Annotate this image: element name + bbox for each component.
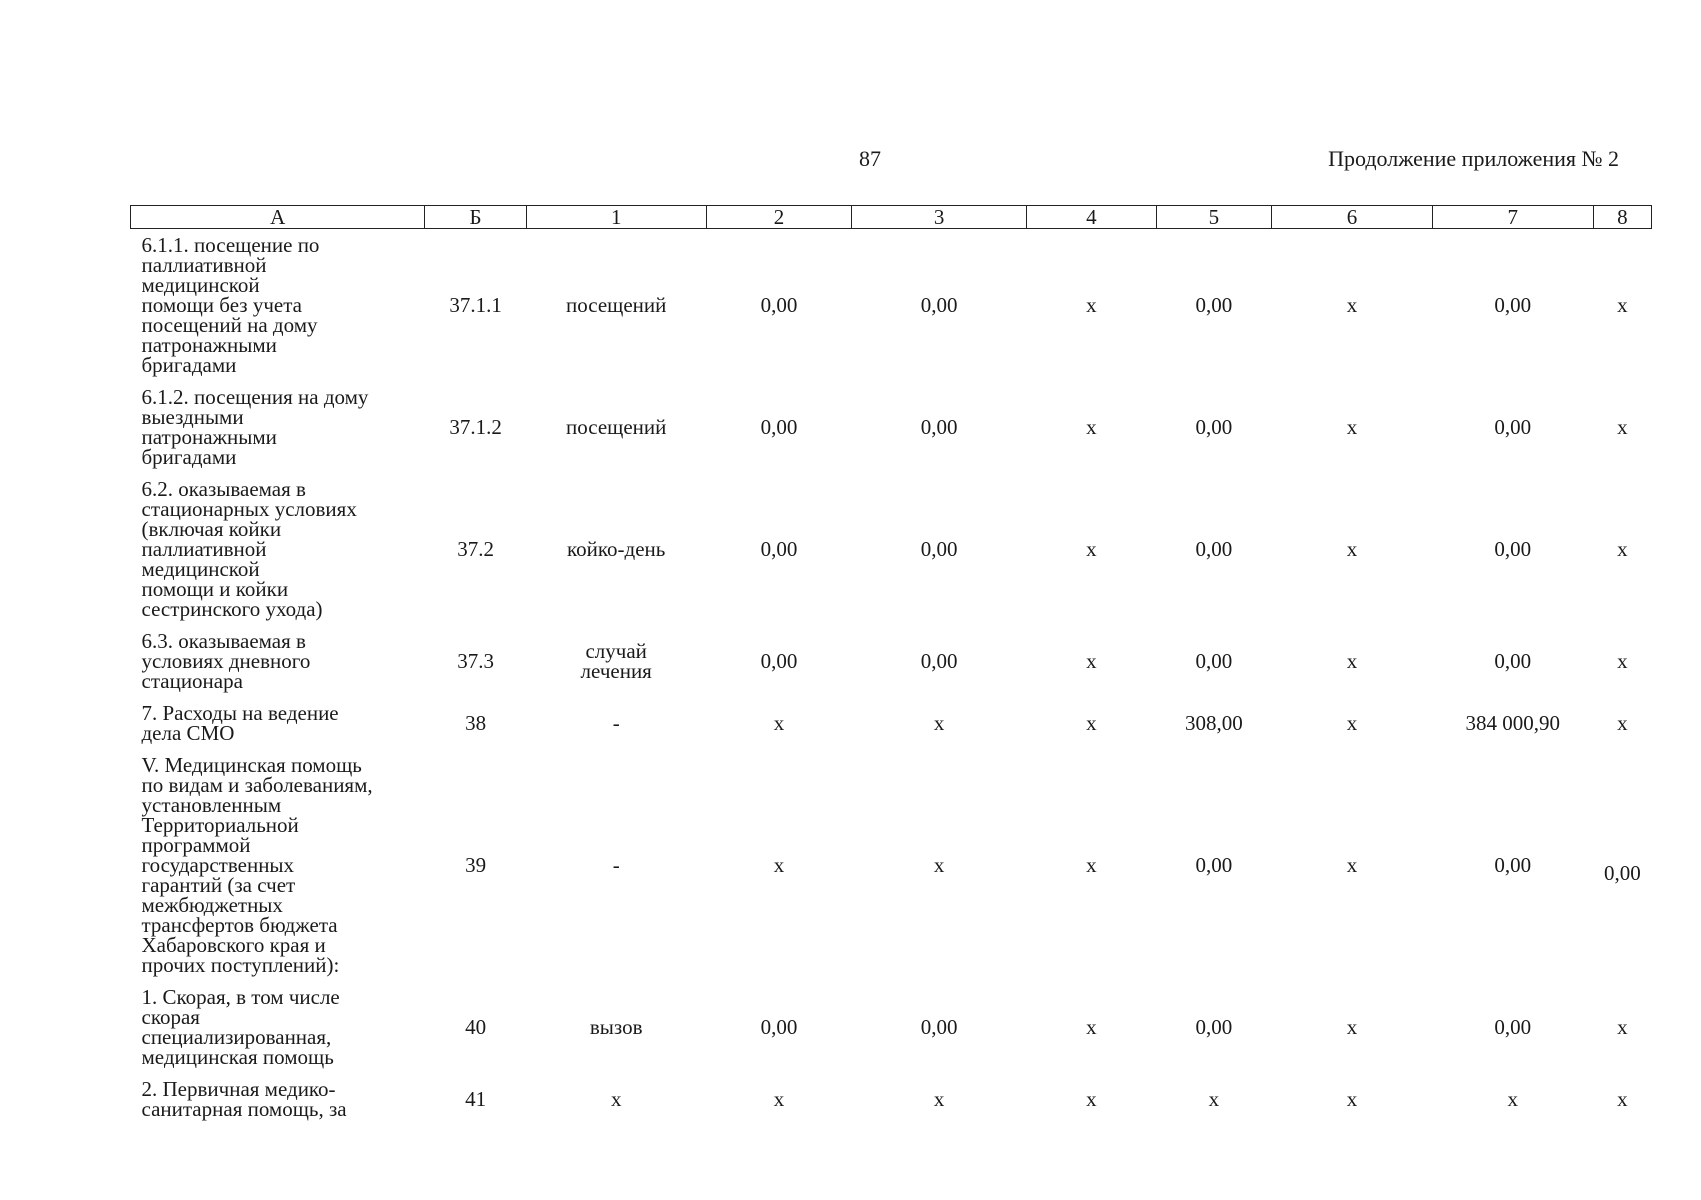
cell-value: 0,00 bbox=[760, 415, 798, 439]
cell-value: х bbox=[1617, 293, 1628, 317]
column-header: 8 bbox=[1593, 206, 1651, 229]
cell-value: 0,00 bbox=[760, 293, 798, 317]
table-row bbox=[131, 625, 1652, 697]
cell-value: 0,00 bbox=[920, 415, 958, 439]
cell-value: 0,00 bbox=[1195, 853, 1233, 877]
cell-value: х bbox=[1617, 415, 1628, 439]
cell-value: 0,00 bbox=[1494, 537, 1532, 561]
cell-value: х bbox=[1346, 537, 1358, 561]
table-row bbox=[131, 749, 1652, 981]
row-unit: койко-день bbox=[567, 537, 666, 561]
row-unit: х bbox=[610, 1087, 622, 1111]
cell-value: 0,00 bbox=[920, 649, 958, 673]
cell-value: 308,00 bbox=[1185, 711, 1243, 735]
cell-value: х bbox=[1507, 1087, 1519, 1111]
cell-value: 0,00 bbox=[1195, 537, 1233, 561]
row-unit: вызов bbox=[589, 1015, 643, 1039]
cell-value: 0,00 bbox=[1195, 1015, 1233, 1039]
table-row bbox=[131, 1073, 1652, 1125]
cell-value: х bbox=[1346, 853, 1358, 877]
column-header: Б bbox=[425, 206, 526, 229]
row-label: 1. Скорая, в том числе скорая специализированная, медицинская помощь bbox=[141, 985, 340, 1069]
cell-value: 0,00 bbox=[760, 649, 798, 673]
table-row bbox=[131, 473, 1652, 625]
column-header: 4 bbox=[1027, 206, 1157, 229]
cell-value: 0,00 bbox=[1494, 293, 1532, 317]
cell-value: х bbox=[933, 853, 945, 877]
column-header: 1 bbox=[526, 206, 706, 229]
row-label: 2. Первичная медико- санитарная помощь, за bbox=[141, 1077, 347, 1121]
cell-value: х bbox=[1086, 711, 1097, 735]
cell-value: 384 000,90 bbox=[1465, 711, 1561, 735]
row-label: 6.1.1. посещение по паллиативной медицинской помощи без учета посещений на дому патронажными бригадами bbox=[141, 233, 320, 377]
row-code: 37.2 bbox=[457, 537, 494, 561]
page-number: 87 bbox=[859, 146, 881, 171]
data-table bbox=[130, 205, 1652, 1125]
row-code: 37.3 bbox=[457, 649, 494, 673]
cell-value: 0,00 bbox=[1494, 1015, 1532, 1039]
cell-value: х bbox=[1617, 1087, 1628, 1111]
row-label: V. Медицинская помощь по видам и заболеваниям, установленным Территориальной программой государственных гарантий (за счет межбюджетных трансфертов бюджета Хабаровского края и прочих поступлений): bbox=[141, 753, 373, 977]
cell-value: х bbox=[1086, 293, 1097, 317]
row-label: 7. Расходы на ведение дела СМО bbox=[141, 701, 339, 745]
cell-value: х bbox=[933, 711, 945, 735]
row-label: 6.1.2. посещения на дому выездными патронажными бригадами bbox=[141, 385, 369, 469]
cell-value: 0,00 bbox=[920, 1015, 958, 1039]
column-header: 6 bbox=[1272, 206, 1433, 229]
cell-value: х bbox=[1617, 1015, 1628, 1039]
column-header: 2 bbox=[706, 206, 852, 229]
cell-value: 0,00 bbox=[760, 537, 798, 561]
table-row bbox=[131, 981, 1652, 1073]
cell-value: х bbox=[1346, 711, 1358, 735]
cell-value: х bbox=[773, 853, 785, 877]
row-unit: посещений bbox=[566, 293, 667, 317]
cell-value: х bbox=[1208, 1087, 1220, 1111]
row-unit: случай лечения bbox=[580, 639, 652, 683]
table-row bbox=[131, 229, 1652, 382]
cell-value: х bbox=[1086, 1087, 1097, 1111]
cell-value: 0,00 bbox=[1603, 861, 1641, 885]
row-code: 39 bbox=[465, 853, 487, 877]
annex-title: Продолжение приложения № 2 bbox=[1328, 146, 1619, 171]
cell-value: 0,00 bbox=[1195, 649, 1233, 673]
column-header: А bbox=[131, 206, 425, 229]
cell-value: х bbox=[1086, 853, 1097, 877]
cell-value: х bbox=[1346, 293, 1358, 317]
cell-value: х bbox=[1617, 649, 1628, 673]
cell-value: х bbox=[1086, 1015, 1097, 1039]
row-code: 41 bbox=[465, 1087, 487, 1111]
cell-value: х bbox=[1346, 649, 1358, 673]
row-unit: - bbox=[612, 853, 620, 877]
cell-value: 0,00 bbox=[920, 537, 958, 561]
row-label: 6.3. оказываемая в условиях дневного стационара bbox=[141, 629, 311, 693]
cell-value: 0,00 bbox=[1195, 293, 1233, 317]
column-header: 5 bbox=[1156, 206, 1272, 229]
column-header-row bbox=[131, 206, 1652, 229]
cell-value: х bbox=[1346, 1087, 1358, 1111]
row-label: 6.2. оказываемая в стационарных условиях (включая койки паллиативной медицинской помощи и койки сестринского ухода) bbox=[141, 477, 357, 621]
cell-value: 0,00 bbox=[1494, 853, 1532, 877]
cell-value: х bbox=[773, 1087, 785, 1111]
cell-value: х bbox=[1617, 537, 1628, 561]
row-code: 40 bbox=[465, 1015, 487, 1039]
cell-value: 0,00 bbox=[1494, 415, 1532, 439]
cell-value: 0,00 bbox=[1195, 415, 1233, 439]
cell-value: х bbox=[1617, 711, 1628, 735]
row-code: 38 bbox=[465, 711, 487, 735]
table-row bbox=[131, 381, 1652, 473]
cell-value: 0,00 bbox=[1494, 649, 1532, 673]
cell-value: х bbox=[1346, 1015, 1358, 1039]
cell-value: 0,00 bbox=[920, 293, 958, 317]
cell-value: х bbox=[773, 711, 785, 735]
cell-value: х bbox=[1086, 537, 1097, 561]
column-header: 7 bbox=[1432, 206, 1593, 229]
cell-value: х bbox=[1086, 649, 1097, 673]
cell-value: 0,00 bbox=[760, 1015, 798, 1039]
row-code: 37.1.2 bbox=[449, 415, 502, 439]
row-unit: - bbox=[612, 711, 620, 735]
cell-value: х bbox=[1086, 415, 1097, 439]
row-code: 37.1.1 bbox=[449, 293, 502, 317]
table-row bbox=[131, 697, 1652, 749]
cell-value: х bbox=[933, 1087, 945, 1111]
row-unit: посещений bbox=[566, 415, 667, 439]
column-header: 3 bbox=[852, 206, 1027, 229]
cell-value: х bbox=[1346, 415, 1358, 439]
